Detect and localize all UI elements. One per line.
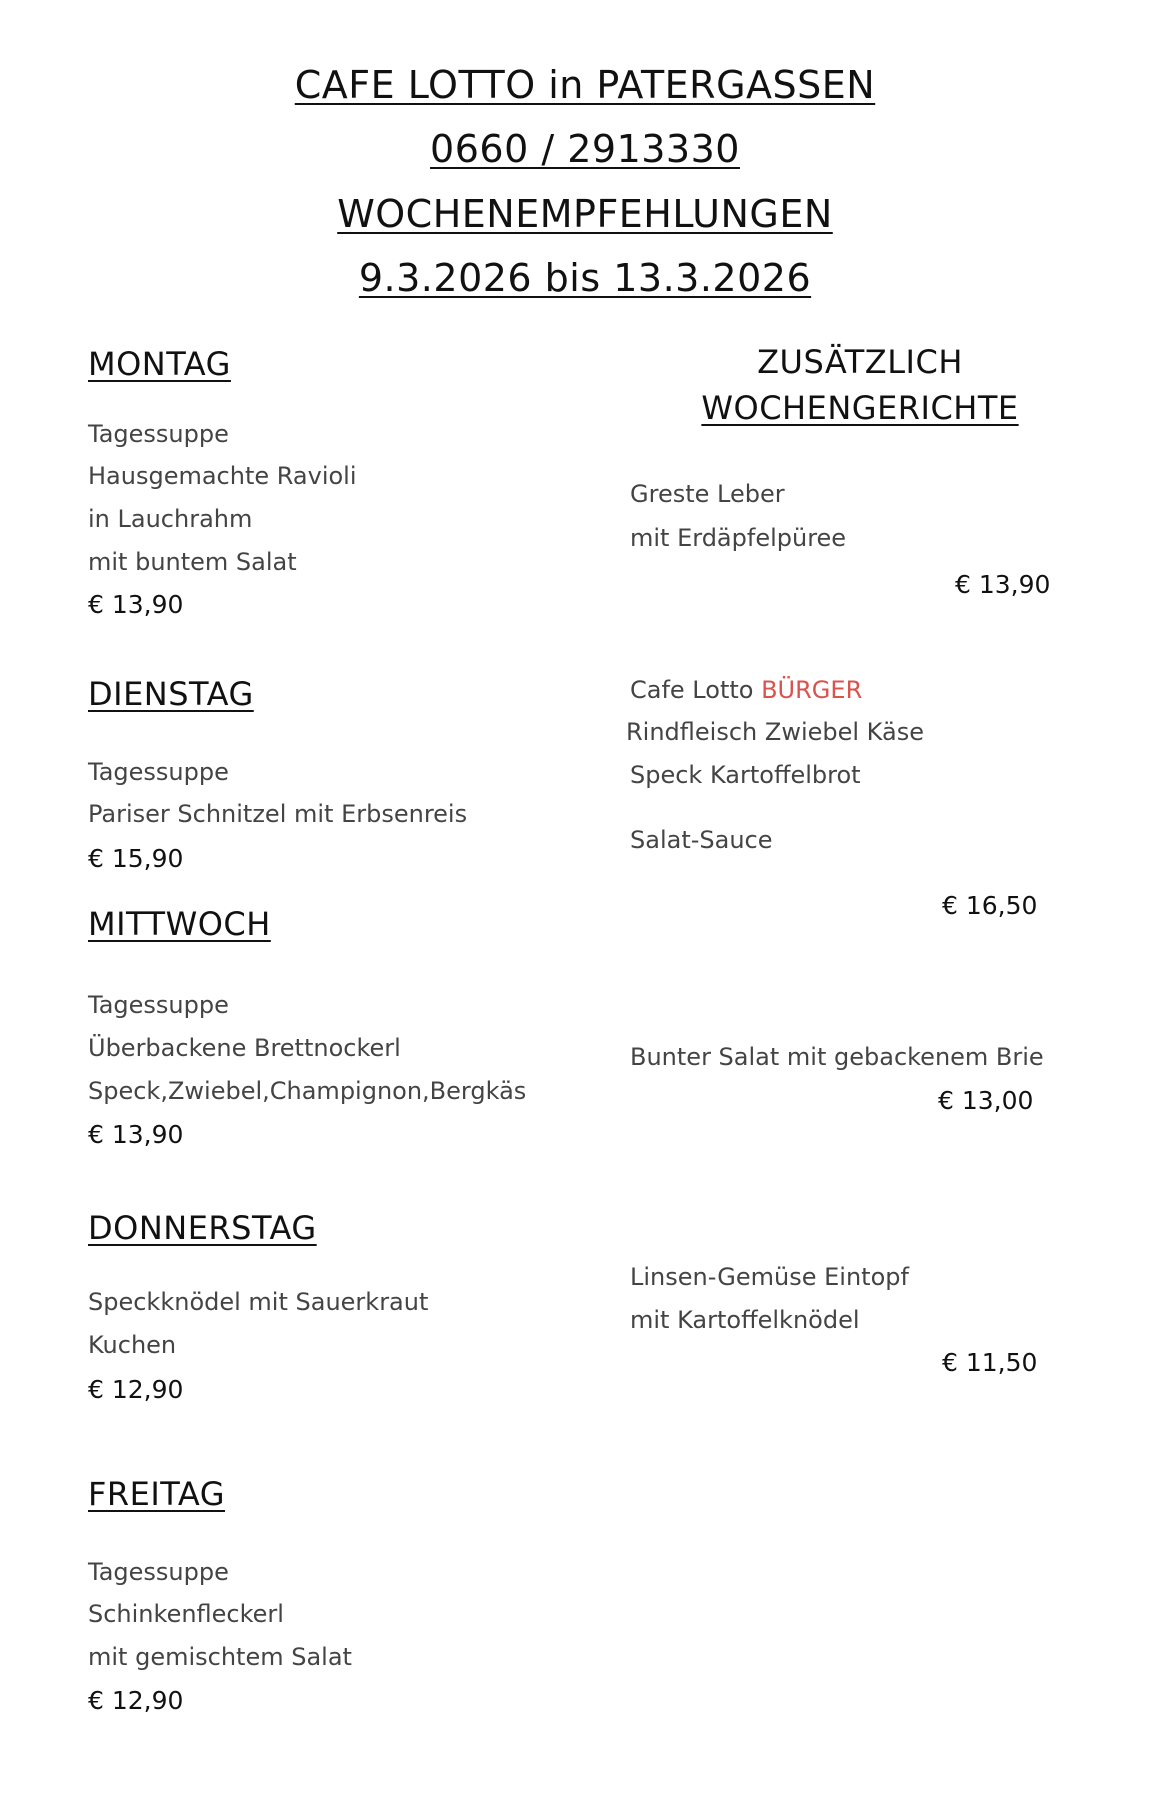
weekly-dish-1-line: Greste Leber <box>630 480 785 508</box>
weekly-recommendations-heading <box>0 192 1170 236</box>
weekly-dish-3-price: € 13,00 <box>938 1086 1034 1115</box>
phone-number <box>0 127 1170 171</box>
weekly-recommendations-text: WOCHENEMPFEHLUNGEN <box>337 192 833 236</box>
weekly-dish-1-price: € 13,90 <box>955 570 1051 599</box>
date-range <box>0 256 1170 300</box>
monday-price: € 13,90 <box>88 590 184 619</box>
weekly-dish-4-line: Linsen-Gemüse Eintopf <box>630 1263 909 1291</box>
tuesday-item: Pariser Schnitzel mit Erbsenreis <box>88 800 468 828</box>
friday-price: € 12,90 <box>88 1686 184 1715</box>
weekly-dishes-heading-line2: WOCHENGERICHTE <box>701 389 1019 427</box>
thursday-item: Kuchen <box>88 1331 177 1359</box>
burger-title-prefix: Cafe Lotto <box>630 676 754 704</box>
wednesday-item: Speck,Zwiebel,Champignon,Bergkäs <box>88 1077 527 1105</box>
weekly-dish-4-line: mit Kartoffelknödel <box>630 1306 860 1334</box>
day-heading-wednesday: MITTWOCH <box>88 905 271 943</box>
weekly-dishes-heading-line1: ZUSÄTZLICH <box>757 343 963 381</box>
tuesday-item: Tagessuppe <box>88 758 229 786</box>
thursday-price: € 12,90 <box>88 1375 184 1404</box>
weekly-dish-2-line: Salat-Sauce <box>630 826 773 854</box>
phone-number-text: 0660 / 2913330 <box>430 127 740 171</box>
cafe-title <box>0 63 1170 107</box>
weekly-dish-1-line: mit Erdäpfelpüree <box>630 524 847 552</box>
weekly-dish-3-line: Bunter Salat mit gebackenem Brie <box>630 1043 1044 1071</box>
monday-item: Tagessuppe <box>88 420 229 448</box>
day-heading-friday: FREITAG <box>88 1475 225 1513</box>
day-heading-monday: MONTAG <box>88 345 231 383</box>
weekly-dish-2-price: € 16,50 <box>942 891 1038 920</box>
day-heading-thursday: DONNERSTAG <box>88 1209 317 1247</box>
friday-item: mit gemischtem Salat <box>88 1643 352 1671</box>
wednesday-item: Überbackene Brettnockerl <box>88 1034 401 1062</box>
friday-item: Tagessuppe <box>88 1558 229 1586</box>
monday-item: Hausgemachte Ravioli <box>88 462 357 490</box>
thursday-item: Speckknödel mit Sauerkraut <box>88 1288 429 1316</box>
monday-item: in Lauchrahm <box>88 505 253 533</box>
day-heading-tuesday: DIENSTAG <box>88 675 254 713</box>
tuesday-price: € 15,90 <box>88 844 184 873</box>
cafe-title-text: CAFE LOTTO in PATERGASSEN <box>294 63 876 107</box>
monday-item: mit buntem Salat <box>88 548 297 576</box>
wednesday-item: Tagessuppe <box>88 991 229 1019</box>
weekly-dish-4-price: € 11,50 <box>942 1348 1038 1377</box>
weekly-dish-2-line: Rindfleisch Zwiebel Käse <box>626 718 924 746</box>
date-range-text: 9.3.2026 bis 13.3.2026 <box>358 256 812 300</box>
burger-highlight: BÜRGER <box>761 676 863 704</box>
weekly-dish-2-title <box>630 678 862 702</box>
wednesday-price: € 13,90 <box>88 1120 184 1149</box>
friday-item: Schinkenfleckerl <box>88 1600 284 1628</box>
weekly-dish-2-line: Speck Kartoffelbrot <box>630 761 861 789</box>
